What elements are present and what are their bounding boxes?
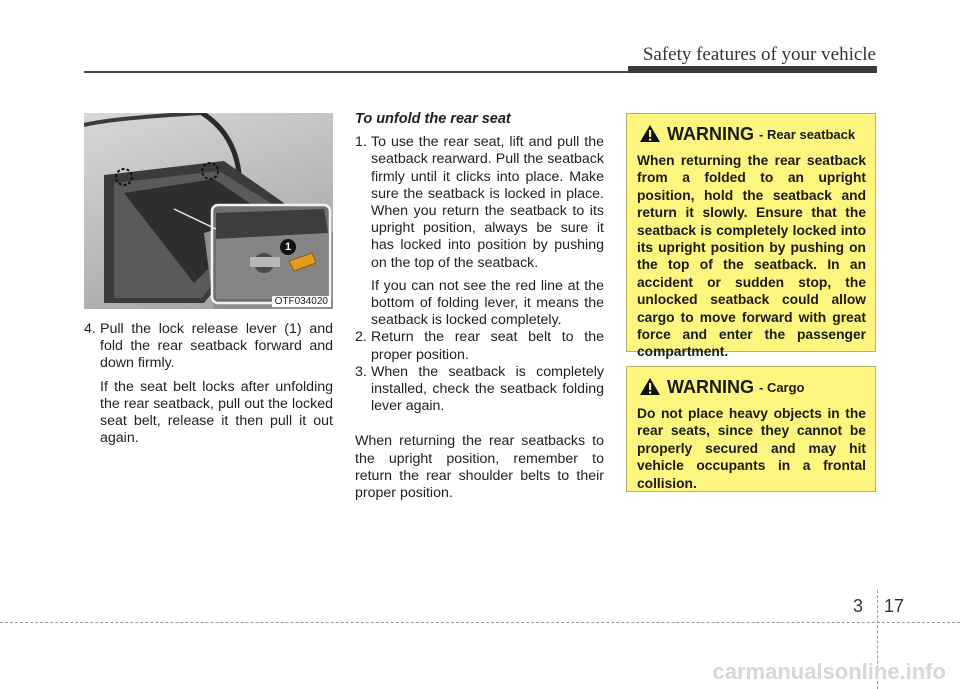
footer-rule (0, 622, 960, 623)
step-3 (355, 364, 604, 416)
step-1 (355, 134, 604, 272)
warning-header (637, 377, 866, 396)
middle-column (355, 111, 604, 502)
step-1-note: If you can not see the red line at the bottom of folding lever, it means the seatback is locked completely. (371, 277, 604, 329)
warning-header (637, 124, 866, 143)
step-1-text: To use the rear seat, lift and pull the seatback rearward. Pull the seatback firmly until it clicks into place. Make sure the seatback is locked in place. When you return the seatback to its upright position, always be sure it has locked into position by pushing on the top of the seatback. (371, 134, 604, 271)
step-1-number: 1. (355, 134, 367, 151)
warning-box-cargo (626, 366, 876, 492)
figure-code: OTF034020 (272, 296, 331, 307)
left-column (84, 321, 333, 447)
warning-box-rear-seatback (626, 113, 876, 360)
closing-paragraph: When returning the rear seatbacks to the upright position, remember to return the rear shoulder belts to their proper position. (355, 433, 604, 502)
header-title: Safety features of your vehicle (642, 44, 876, 65)
chapter-number: 3 (853, 596, 864, 616)
step-4-number: 4. (84, 321, 96, 337)
warning-triangle-icon (639, 377, 661, 396)
step-2-number: 2. (355, 329, 367, 346)
step-2-text: Return the rear seat belt to the proper position. (371, 329, 604, 363)
step-2 (355, 329, 604, 363)
page-number: 17 (884, 596, 905, 616)
step-4-note: If the seat belt locks after unfolding the rear seatback, pull out the locked seat belt, release it then pull it out again. (100, 378, 333, 447)
warning-word: WARNING (667, 377, 754, 397)
trunk-illustration (84, 113, 333, 309)
warning-subtitle: - Rear seatback (759, 127, 856, 142)
warning-body: Do not place heavy objects in the rear seats, since they cannot be properly secured and may hit vehicle occupants in a frontal collision. (637, 406, 866, 491)
section-heading: To unfold the rear seat (355, 111, 511, 127)
warning-subtitle: - Cargo (759, 380, 805, 395)
step-4-text: Pull the lock release lever (1) and fold the rear seatback forward and down firmly. (100, 321, 333, 372)
step-4 (84, 321, 333, 373)
trunk-photo (84, 113, 333, 309)
callout-badge-1: 1 (280, 239, 296, 255)
header-rule-accent (628, 66, 877, 73)
warning-body: When returning the rear seatback from a folded to an upright position, hold the seatback and return it slowly. Ensure that the seatback is completely locked into its upright position by pushing on the top of the seatback. In an accident or sudden stop, the unlocked seatback could allow cargo to move forward with great force and enter the passenger compartment. (637, 153, 866, 360)
warning-triangle-icon (639, 124, 661, 143)
warning-word: WARNING (667, 124, 754, 144)
watermark: carmanualsonline.info (712, 659, 946, 684)
step-3-number: 3. (355, 363, 367, 380)
step-3-text: When the seatback is completely installed, check the seatback folding lever again. (371, 363, 604, 415)
